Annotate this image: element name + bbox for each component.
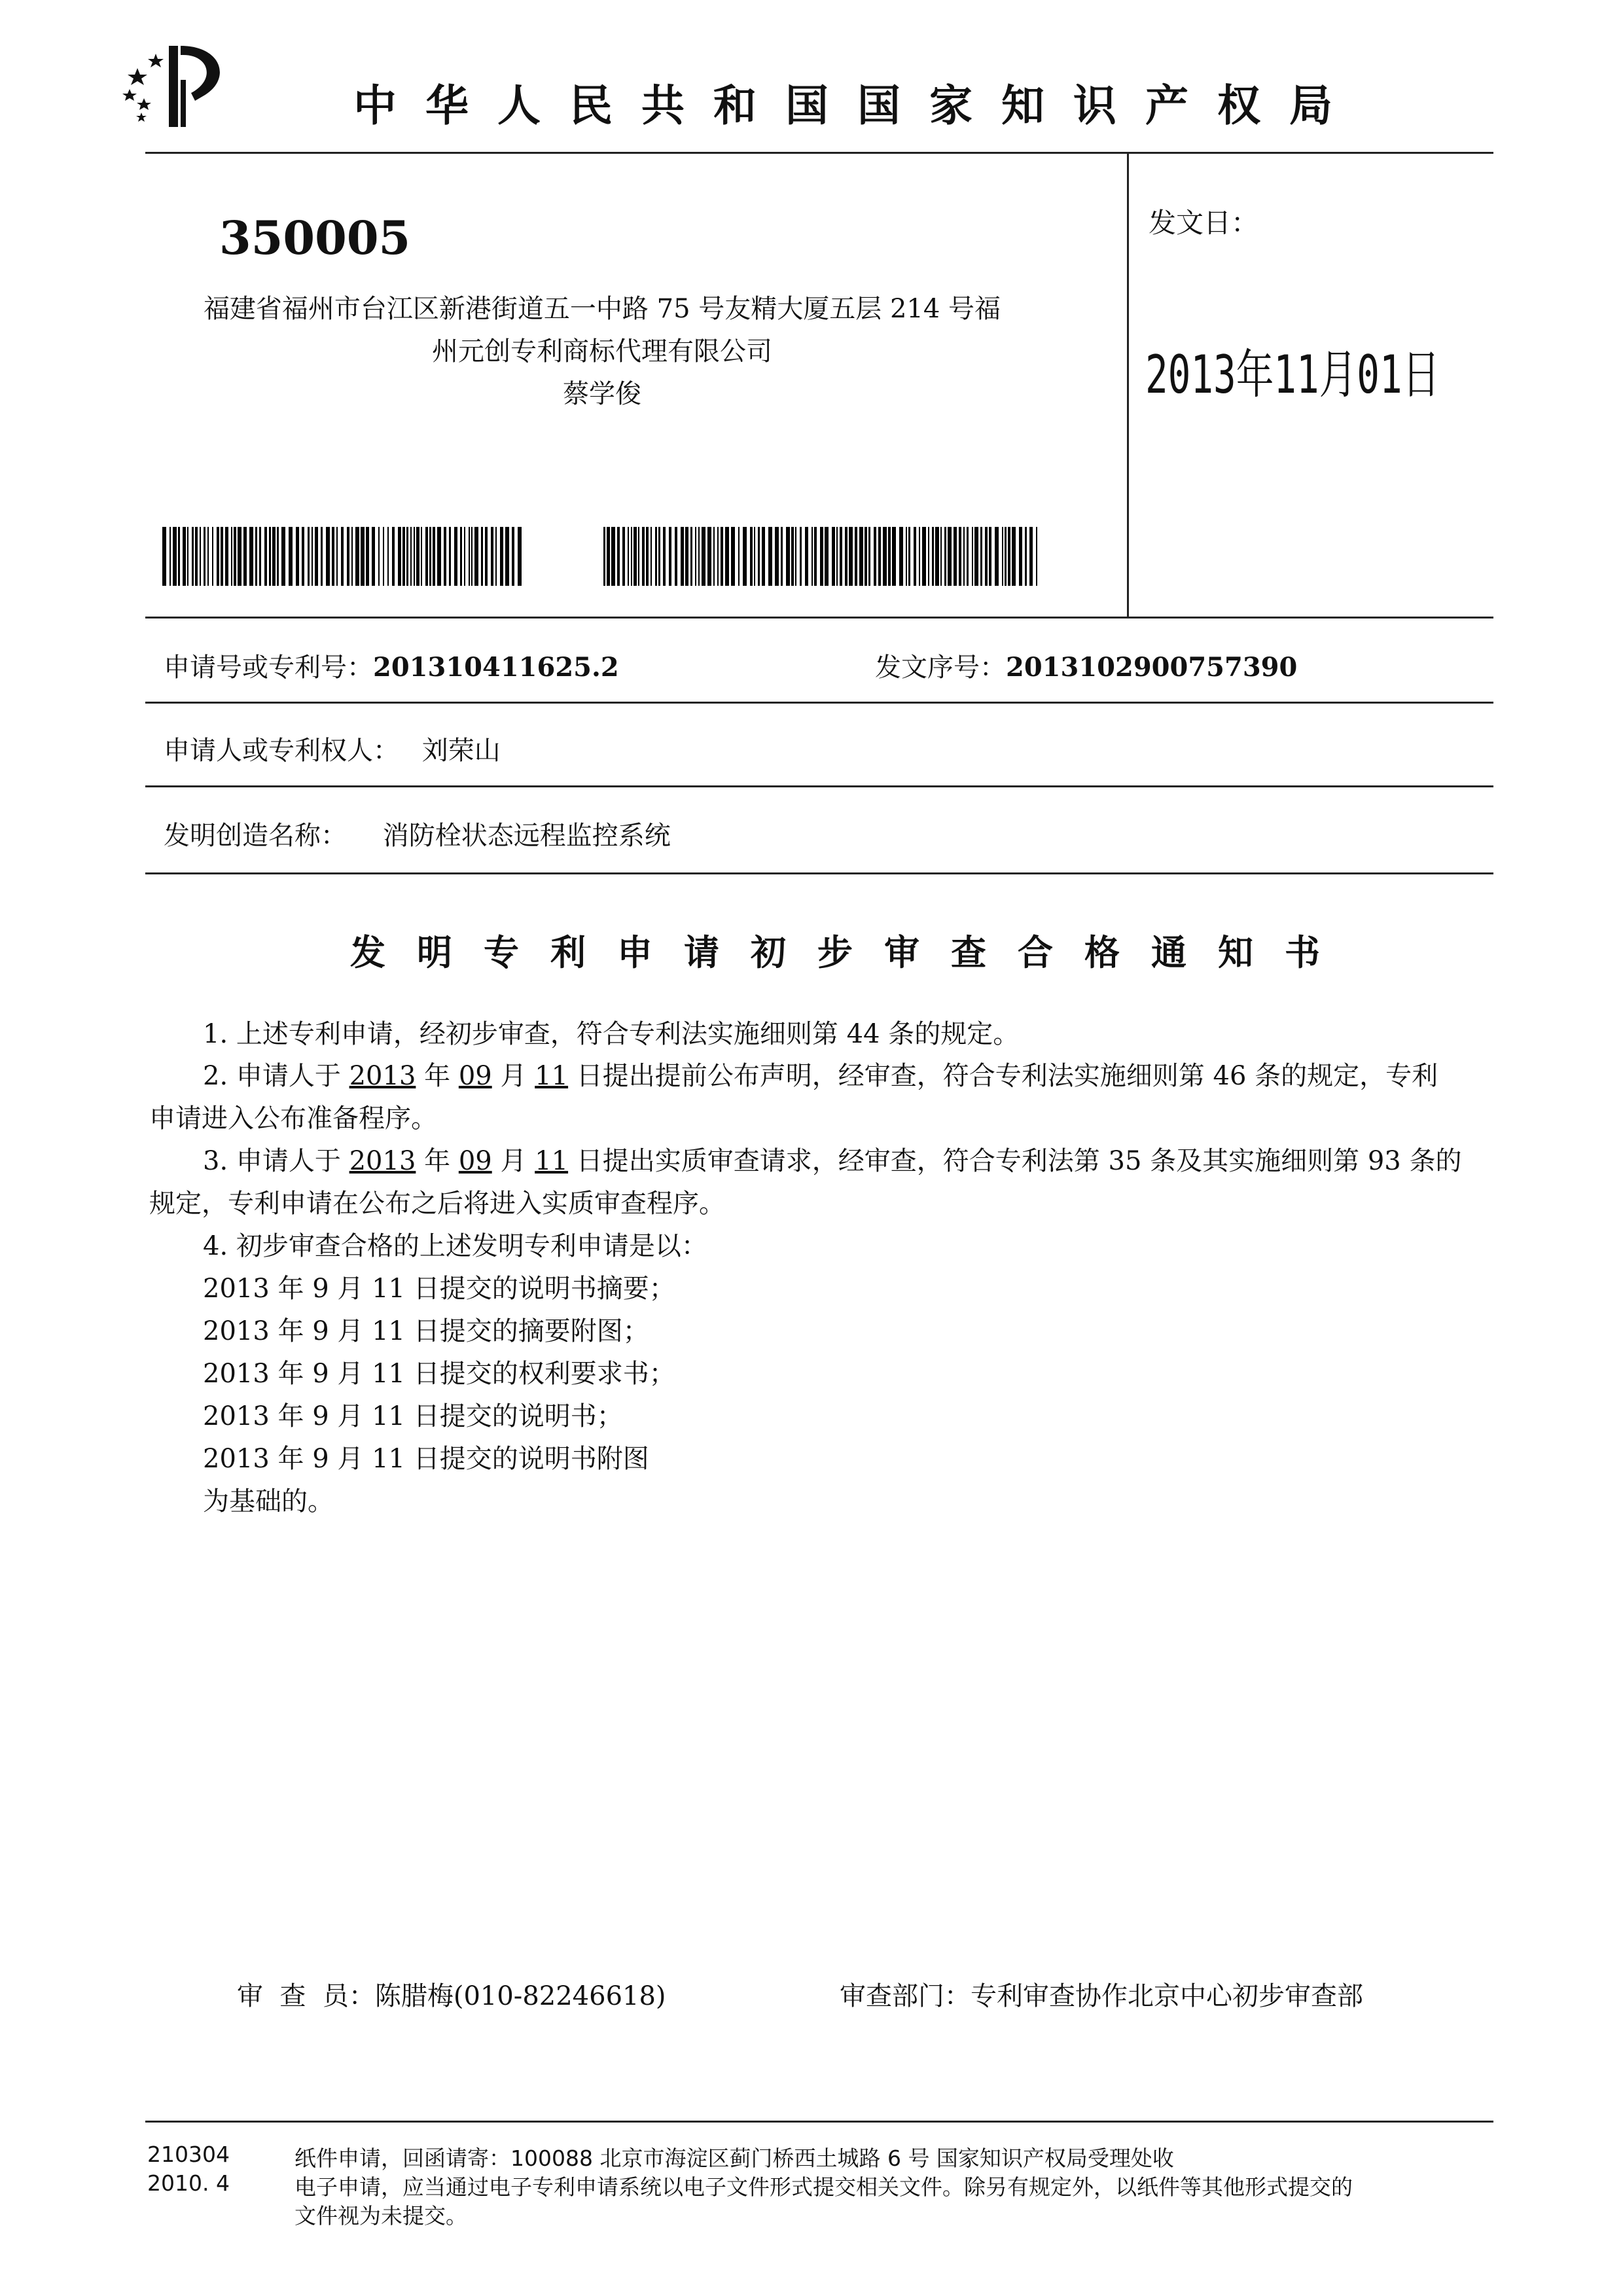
barcode-bar: [212, 527, 213, 586]
address-line-1: 福建省福州市台江区新港街道五一中路 75 号友精大厦五层 214 号福: [203, 294, 1001, 324]
barcode-bar: [366, 527, 369, 586]
barcode-bar: [695, 527, 696, 586]
serial-no-label: 发文序号：: [875, 653, 1006, 683]
agency-name: 中华人民共和国国家知识产权局: [353, 80, 1361, 131]
barcode-bar: [416, 527, 419, 586]
barcode-bar: [959, 527, 961, 586]
barcode-bar: [922, 527, 926, 586]
barcode-bar: [928, 527, 929, 586]
barcode-bar: [859, 527, 863, 586]
paragraph-2-line-1: 2. 申请人于 2013 年 09 月 11 日提出提前公布声明，经审查，符合专利法实施细则第 46 条的规定，专利: [203, 1061, 1438, 1091]
barcode-bar: [762, 527, 765, 586]
barcode-bar: [207, 527, 209, 586]
barcode-bar: [888, 527, 891, 586]
barcode-bar: [315, 527, 318, 586]
barcode-bar: [805, 527, 808, 586]
paragraph-3-line-1: 3. 申请人于 2013 年 09 月 11 日提出实质审查请求，经审查，符合专利法第 35 条及其实施细则第 93 条的: [203, 1146, 1462, 1176]
barcode-bar: [485, 527, 488, 586]
barcode-bar: [414, 527, 415, 586]
paragraph-3-line-2: 规定，专利申请在公布之后将进入实质审查程序。: [149, 1189, 725, 1219]
barcode-bar: [402, 527, 405, 586]
barcode-bar: [768, 527, 772, 586]
barcode-bar: [302, 527, 304, 586]
barcode-bar: [321, 527, 323, 586]
basis-item-1: 2013 年 9 月 11 日提交的说明书摘要；: [203, 1274, 675, 1304]
footer-divider: [145, 2121, 1493, 2123]
barcode-bar: [410, 527, 412, 586]
electronic-notice-line-1: 电子申请，应当通过电子专利申请系统以电子文件形式提交相关文件。除另有规定外，以纸件等其他形式提交的: [294, 2174, 1353, 2200]
barcode-bar: [361, 527, 365, 586]
barcode-bar: [855, 527, 857, 586]
barcode-bar: [491, 527, 493, 586]
serial-no-row: [875, 647, 1297, 684]
barcode-bar: [906, 527, 907, 586]
paragraph-1: 1. 上述专利申请，经初步审查，符合专利法实施细则第 44 条的规定。: [203, 1019, 1020, 1049]
barcode-bar: [713, 527, 715, 586]
barcode-bar: [425, 527, 428, 586]
barcode-bar: [840, 527, 842, 586]
barcode-bar: [387, 527, 389, 586]
paper-notice: 纸件申请，回函请寄：100088 北京市海淀区蓟门桥西土城路 6 号 国家知识产权局受理处收: [294, 2145, 1174, 2171]
application-no-label: 申请号或专利号：: [164, 653, 373, 683]
barcode-bar: [505, 527, 509, 586]
barcode-bar: [845, 527, 847, 586]
barcode-bar: [908, 527, 910, 586]
barcode-bar: [825, 527, 829, 586]
barcode-bar: [800, 527, 802, 586]
barcode-bar: [985, 527, 988, 586]
barcode-bar: [717, 527, 719, 586]
form-version: 2010. 4: [147, 2170, 230, 2196]
barcode-bar: [611, 527, 615, 586]
barcode-bar: [814, 527, 817, 586]
barcode-bar: [655, 527, 657, 586]
barcode-bar: [642, 527, 645, 586]
barcode-bar: [192, 527, 194, 586]
barcode-bar: [372, 527, 375, 586]
barcode-bar: [940, 527, 942, 586]
barcode-bar: [633, 527, 637, 586]
barcode-bar: [935, 527, 939, 586]
barcode-bar: [607, 527, 610, 586]
barcode-bar: [836, 527, 838, 586]
barcode-bar: [754, 527, 755, 586]
barcode-bar: [178, 527, 180, 586]
serial-no: 2013102900757390: [1006, 652, 1298, 683]
barcode-bar: [995, 527, 999, 586]
examiner-row: [237, 1975, 666, 2013]
barcode-bar: [698, 527, 700, 586]
barcode-bar: [406, 527, 408, 586]
barcode-bar: [878, 527, 881, 586]
barcode-bar: [169, 527, 171, 586]
electronic-notice-line-2: 文件视为未提交。: [294, 2203, 467, 2229]
barcode-bar: [932, 527, 934, 586]
barcode-bar: [1008, 527, 1010, 586]
barcode-bar: [173, 527, 177, 586]
barcode-bar: [243, 527, 247, 586]
barcode-bar: [781, 527, 783, 586]
basis-item-3: 2013 年 9 月 11 日提交的权利要求书；: [203, 1359, 675, 1389]
barcode-bar: [444, 527, 446, 586]
barcode-bar: [341, 527, 344, 586]
barcode-bar: [944, 527, 946, 586]
barcode-bar: [791, 527, 794, 586]
barcode-bar: [731, 527, 735, 586]
barcode-bar: [512, 527, 514, 586]
barcode-bar: [786, 527, 790, 586]
barcode-bar: [919, 527, 920, 586]
form-code: 210304: [147, 2142, 230, 2167]
barcode-bar: [967, 527, 969, 586]
barcode-bar: [162, 527, 166, 586]
barcode-bar: [725, 527, 729, 586]
barcode-bar: [954, 527, 957, 586]
barcode-bar: [351, 527, 353, 586]
barcode-bar: [225, 527, 228, 586]
barcode-bar: [707, 527, 711, 586]
barcode-bar: [347, 527, 349, 586]
barcode-bar: [296, 527, 299, 586]
barcode-bar: [378, 527, 380, 586]
application-no-row: [164, 647, 619, 684]
barcode-bar: [272, 527, 276, 586]
barcode-bar: [269, 527, 271, 586]
barcode-bar: [312, 527, 313, 586]
recipient-name: 蔡学俊: [563, 379, 641, 409]
barcode-bar: [622, 527, 625, 586]
barcode-bar: [433, 527, 435, 586]
barcode-bar: [259, 527, 261, 586]
barcode-bar: [980, 527, 982, 586]
barcode-bar: [481, 527, 483, 586]
sipo-logo-icon: [118, 41, 249, 132]
barcode-bar: [495, 527, 497, 586]
barcode-bar: [646, 527, 649, 586]
barcode-bar: [469, 527, 470, 586]
barcode-bar: [638, 527, 639, 586]
barcode-bar: [1019, 527, 1022, 586]
barcode-bar: [1025, 527, 1027, 586]
barcode-bar: [518, 527, 522, 586]
basis-item-2: 2013 年 9 月 11 日提交的摘要附图；: [203, 1316, 649, 1346]
barcode-bar: [308, 527, 310, 586]
document-title: 发明专利申请初步审查合格通知书: [350, 931, 1351, 973]
barcode-bar: [200, 527, 201, 586]
barcode-bar: [849, 527, 853, 586]
barcode-bar: [383, 527, 384, 586]
barcode-bar: [892, 527, 896, 586]
department: 专利审查协作北京中心初步审查部: [971, 1981, 1363, 2011]
barcode-bar: [449, 527, 451, 586]
barcode-bar: [681, 527, 684, 586]
barcode-bar: [1029, 527, 1033, 586]
department-row: [840, 1975, 1363, 2013]
barcode-bar: [899, 527, 903, 586]
barcode-bar: [231, 527, 232, 586]
row-divider-1: [145, 617, 1493, 619]
issue-date-value: 2013年11月01日: [1145, 344, 1440, 405]
barcode-bar: [460, 527, 462, 586]
postal-code: 350005: [219, 211, 411, 265]
barcode-bar: [187, 527, 188, 586]
barcode-bar: [398, 527, 401, 586]
applicant-row: [164, 730, 501, 767]
barcode-bar: [820, 527, 823, 586]
examiner: 陈腊梅(010-82246618): [374, 1981, 666, 2011]
barcode-bar: [914, 527, 916, 586]
basis-item-5: 2013 年 9 月 11 日提交的说明书附图: [203, 1444, 649, 1474]
barcode-left: [162, 527, 526, 586]
barcode-bar: [675, 527, 677, 586]
barcode-bar: [617, 527, 620, 586]
basis-item-4: 2013 年 9 月 11 日提交的说明书；: [203, 1401, 623, 1431]
invention-label: 发明创造名称：: [164, 821, 347, 851]
application-no: 201310411625.2: [373, 652, 619, 683]
barcode-bar: [812, 527, 813, 586]
barcode-bar: [603, 527, 605, 586]
closing-text: 为基础的。: [203, 1486, 334, 1516]
barcode-bar: [217, 527, 219, 586]
barcode-bar: [289, 527, 293, 586]
barcode-bar: [868, 527, 870, 586]
barcode-bar: [429, 527, 431, 586]
barcode-bar: [631, 527, 632, 586]
barcode-bar: [464, 527, 465, 586]
barcode-bar: [326, 527, 330, 586]
barcode-bar: [948, 527, 952, 586]
barcode-bar: [355, 527, 359, 586]
issue-date-label: 发文日：: [1149, 207, 1259, 239]
barcode-bar: [454, 527, 457, 586]
barcode-bar: [421, 527, 422, 586]
invention-name: 消防栓状态远程监控系统: [382, 821, 671, 851]
barcode-bar: [195, 527, 198, 586]
barcode-bar: [628, 527, 629, 586]
applicant: 刘荣山: [421, 736, 501, 766]
barcode-bar: [281, 527, 285, 586]
barcode-bar: [663, 527, 666, 586]
barcode-bar: [1012, 527, 1016, 586]
barcode-bar: [972, 527, 973, 586]
barcode-bar: [204, 527, 205, 586]
invention-row: [164, 815, 671, 852]
barcode-bar: [865, 527, 867, 586]
barcode-bar: [336, 527, 338, 586]
barcode-bar: [963, 527, 965, 586]
barcode-bar: [255, 527, 257, 586]
barcode-bar: [758, 527, 760, 586]
barcode-bar: [651, 527, 652, 586]
barcode-bar: [500, 527, 503, 586]
barcode-bar: [277, 527, 279, 586]
barcode-bar: [775, 527, 779, 586]
barcode-bar: [471, 527, 473, 586]
row-divider-2: [145, 702, 1493, 704]
barcode-bar: [974, 527, 978, 586]
barcode-bar: [690, 527, 692, 586]
barcode-bar: [183, 527, 186, 586]
barcode-bar: [832, 527, 835, 586]
barcode-bar: [1005, 527, 1007, 586]
row-divider-3: [145, 785, 1493, 787]
barcode-bar: [234, 527, 236, 586]
barcode-bar: [1036, 527, 1037, 586]
barcode-bar: [249, 527, 253, 586]
barcode-bar: [669, 527, 671, 586]
barcode-bar: [883, 527, 887, 586]
barcode-bar: [721, 527, 723, 586]
barcode-bar: [743, 527, 747, 586]
address-line-2: 州元创专利商标代理有限公司: [432, 336, 772, 367]
barcode-bar: [264, 527, 267, 586]
barcode-bar: [685, 527, 688, 586]
barcode-bar: [874, 527, 876, 586]
paragraph-2-line-2: 申请进入公布准备程序。: [149, 1103, 437, 1134]
barcode-bar: [702, 527, 705, 586]
barcode-bar: [738, 527, 740, 586]
department-label: 审查部门：: [840, 1981, 971, 2011]
barcode-bar: [437, 527, 441, 586]
barcode-right: [603, 527, 1042, 586]
barcode-bar: [221, 527, 223, 586]
barcode-bar: [750, 527, 753, 586]
examiner-label: 审 查 员：: [237, 1981, 375, 2011]
barcode-bar: [795, 527, 796, 586]
header-divider: [145, 152, 1493, 154]
row-divider-4: [145, 872, 1493, 874]
applicant-label: 申请人或专利权人：: [164, 736, 399, 766]
barcode-bar: [474, 527, 478, 586]
barcode-bar: [1002, 527, 1003, 586]
barcode-bar: [392, 527, 395, 586]
barcode-bar: [658, 527, 660, 586]
barcode-bar: [332, 527, 334, 586]
date-column-divider: [1127, 152, 1129, 618]
barcode-bar: [989, 527, 991, 586]
paragraph-4: 4. 初步审查合格的上述发明专利申请是以：: [203, 1231, 707, 1261]
barcode-bar: [238, 527, 241, 586]
